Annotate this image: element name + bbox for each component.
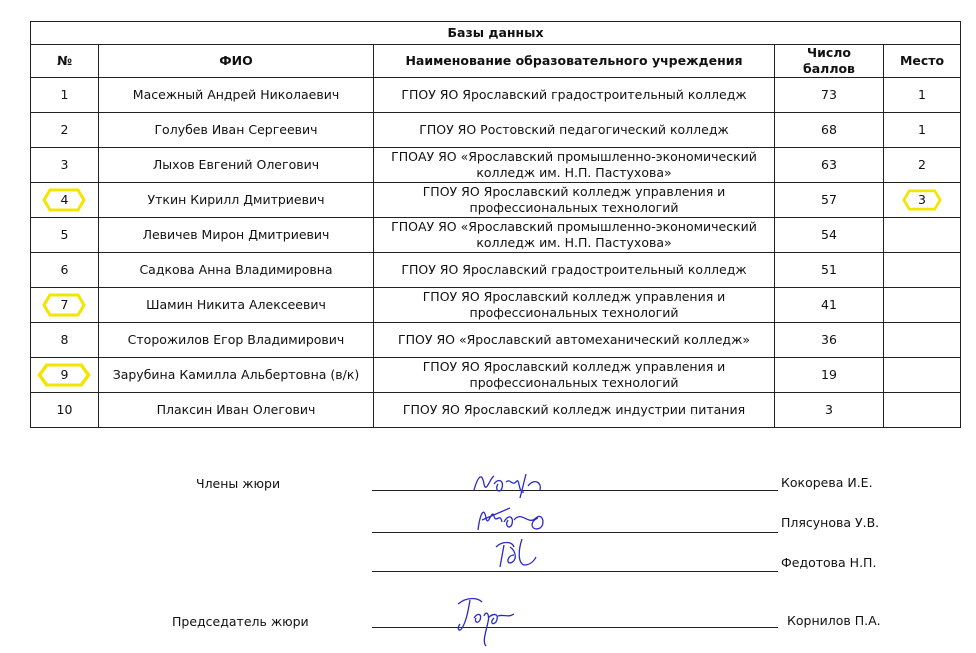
- participant-name: Масежный Андрей Николаевич: [132, 87, 340, 102]
- row-place: 1: [918, 87, 926, 102]
- cell-fio: [99, 253, 374, 288]
- cell-institution: [374, 288, 775, 323]
- institution-line: ГПОУ ЯО Ярославский градостроительный колледж: [401, 87, 747, 102]
- row-number: 1: [60, 87, 69, 102]
- cell-place: [884, 323, 961, 358]
- participant-name: Шамин Никита Алексеевич: [146, 297, 326, 312]
- cell-institution: [374, 183, 775, 218]
- cell-institution: [374, 78, 775, 113]
- table-title: Базы данных: [31, 22, 961, 45]
- participant-name: Левичев Мирон Дмитриевич: [142, 227, 330, 242]
- cell-institution: [374, 323, 775, 358]
- cell-institution: [374, 253, 775, 288]
- signature-2-image: [470, 500, 560, 536]
- table-row: [31, 183, 961, 218]
- institution-line: ГПОАУ ЯО «Ярославский промышленно-экономический: [391, 219, 757, 234]
- row-number: 2: [60, 122, 69, 137]
- header-score: Число баллов: [775, 45, 884, 78]
- cell-place: [884, 393, 961, 428]
- results-table: [30, 21, 961, 428]
- cell-score: [775, 288, 884, 323]
- table-body: [31, 78, 961, 428]
- participant-name: Уткин Кирилл Дмитриевич: [147, 192, 325, 207]
- cell-institution: [374, 358, 775, 393]
- row-number: 5: [60, 227, 69, 242]
- cell-place: [884, 288, 961, 323]
- participant-name: Лыхов Евгений Олегович: [152, 157, 320, 172]
- participant-name: Садкова Анна Владимировна: [139, 262, 333, 277]
- institution-line: ГПОУ ЯО Ярославский колледж индустрии питания: [402, 402, 746, 417]
- row-number: 4: [60, 192, 69, 207]
- cell-fio: [99, 288, 374, 323]
- table-row: [31, 253, 961, 288]
- row-number: 3: [60, 157, 69, 172]
- row-place: 3: [918, 192, 926, 207]
- header-num: №: [31, 45, 99, 78]
- cell-num: [31, 358, 99, 393]
- cell-fio: [99, 148, 374, 183]
- signature-line: [372, 532, 778, 533]
- table-row: [31, 288, 961, 323]
- institution-line: ГПОУ ЯО Ярославский колледж управления и: [422, 359, 726, 374]
- cell-num: [31, 253, 99, 288]
- cell-num: [31, 393, 99, 428]
- row-score: 73: [821, 87, 837, 102]
- cell-num: [31, 323, 99, 358]
- signature-line: [372, 571, 778, 572]
- signature-3-image: [488, 533, 548, 573]
- participant-name: Плаксин Иван Олегович: [156, 402, 316, 417]
- row-score: 51: [821, 262, 837, 277]
- cell-place: [884, 253, 961, 288]
- table-row: [31, 113, 961, 148]
- header-place: Место: [884, 45, 961, 78]
- cell-institution: [374, 393, 775, 428]
- cell-score: [775, 183, 884, 218]
- row-place: 2: [918, 157, 926, 172]
- row-number: 10: [56, 402, 73, 417]
- jury-members-label: Члены жюри: [196, 476, 281, 491]
- cell-num: [31, 183, 99, 218]
- cell-institution: [374, 113, 775, 148]
- jury-member-name: Федотова Н.П.: [781, 555, 877, 570]
- row-number: 9: [60, 367, 69, 382]
- cell-place: [884, 148, 961, 183]
- jury-chair-label: Председатель жюри: [172, 614, 309, 629]
- cell-num: [31, 218, 99, 253]
- cell-place: [884, 113, 961, 148]
- institution-line: ГПОУ ЯО Ростовский педагогический колледж: [419, 122, 729, 137]
- jury-chair-name: Корнилов П.А.: [787, 613, 881, 628]
- institution-line: колледж им. Н.П. Пастухова»: [476, 165, 672, 180]
- cell-place: [884, 78, 961, 113]
- cell-score: [775, 113, 884, 148]
- institution-line: ГПОУ ЯО «Ярославский автомеханический колледж»: [398, 332, 750, 347]
- highlight-marker: [61, 367, 69, 383]
- cell-score: [775, 148, 884, 183]
- cell-institution: [374, 148, 775, 183]
- institution-line: профессиональных технологий: [469, 375, 679, 390]
- participant-name: Голубев Иван Сергеевич: [154, 122, 318, 137]
- cell-num: [31, 113, 99, 148]
- cell-score: [775, 218, 884, 253]
- cell-place: [884, 218, 961, 253]
- cell-num: [31, 288, 99, 323]
- row-score: 63: [821, 157, 837, 172]
- cell-fio: [99, 113, 374, 148]
- cell-place: [884, 183, 961, 218]
- row-score: 19: [821, 367, 837, 382]
- cell-fio: [99, 323, 374, 358]
- cell-fio: [99, 218, 374, 253]
- row-score: 3: [825, 402, 833, 417]
- institution-line: профессиональных технологий: [469, 200, 679, 215]
- highlight-marker: [918, 192, 926, 208]
- row-score: 54: [821, 227, 837, 242]
- cell-fio: [99, 358, 374, 393]
- participant-name: Сторожилов Егор Владимирович: [127, 332, 345, 347]
- signature-1-image: [468, 464, 558, 500]
- row-number: 8: [60, 332, 69, 347]
- institution-line: профессиональных технологий: [469, 305, 679, 320]
- cell-num: [31, 78, 99, 113]
- row-score: 41: [821, 297, 837, 312]
- table-row: [31, 393, 961, 428]
- signature-line: [372, 627, 778, 628]
- row-place: 1: [918, 122, 926, 137]
- table-row: [31, 358, 961, 393]
- cell-fio: [99, 78, 374, 113]
- row-number: 6: [60, 262, 69, 277]
- table-row: [31, 78, 961, 113]
- institution-line: ГПОАУ ЯО «Ярославский промышленно-экономический: [391, 149, 757, 164]
- cell-score: [775, 323, 884, 358]
- row-score: 68: [821, 122, 837, 137]
- jury-member-name: Кокорева И.Е.: [781, 475, 873, 490]
- cell-fio: [99, 393, 374, 428]
- table-row: [31, 148, 961, 183]
- cell-score: [775, 393, 884, 428]
- highlight-marker: [61, 192, 69, 208]
- table-row: [31, 218, 961, 253]
- highlight-marker: [61, 297, 69, 313]
- institution-line: ГПОУ ЯО Ярославский градостроительный колледж: [401, 262, 747, 277]
- signature-line: [372, 490, 778, 491]
- header-institution: Наименование образовательного учреждения: [374, 45, 775, 78]
- cell-num: [31, 148, 99, 183]
- row-number: 7: [60, 297, 69, 312]
- cell-score: [775, 253, 884, 288]
- cell-score: [775, 358, 884, 393]
- institution-line: ГПОУ ЯО Ярославский колледж управления и: [422, 184, 726, 199]
- cell-place: [884, 358, 961, 393]
- header-fio: ФИО: [99, 45, 374, 78]
- participant-name: Зарубина Камилла Альбертовна (в/к): [112, 367, 360, 382]
- row-score: 57: [821, 192, 837, 207]
- institution-line: ГПОУ ЯО Ярославский колледж управления и: [422, 289, 726, 304]
- institution-line: колледж им. Н.П. Пастухова»: [476, 235, 672, 250]
- cell-fio: [99, 183, 374, 218]
- cell-score: [775, 78, 884, 113]
- jury-member-name: Плясунова У.В.: [781, 515, 880, 530]
- table-row: [31, 323, 961, 358]
- cell-institution: [374, 218, 775, 253]
- signature-chair-image: [452, 592, 522, 650]
- row-score: 36: [821, 332, 837, 347]
